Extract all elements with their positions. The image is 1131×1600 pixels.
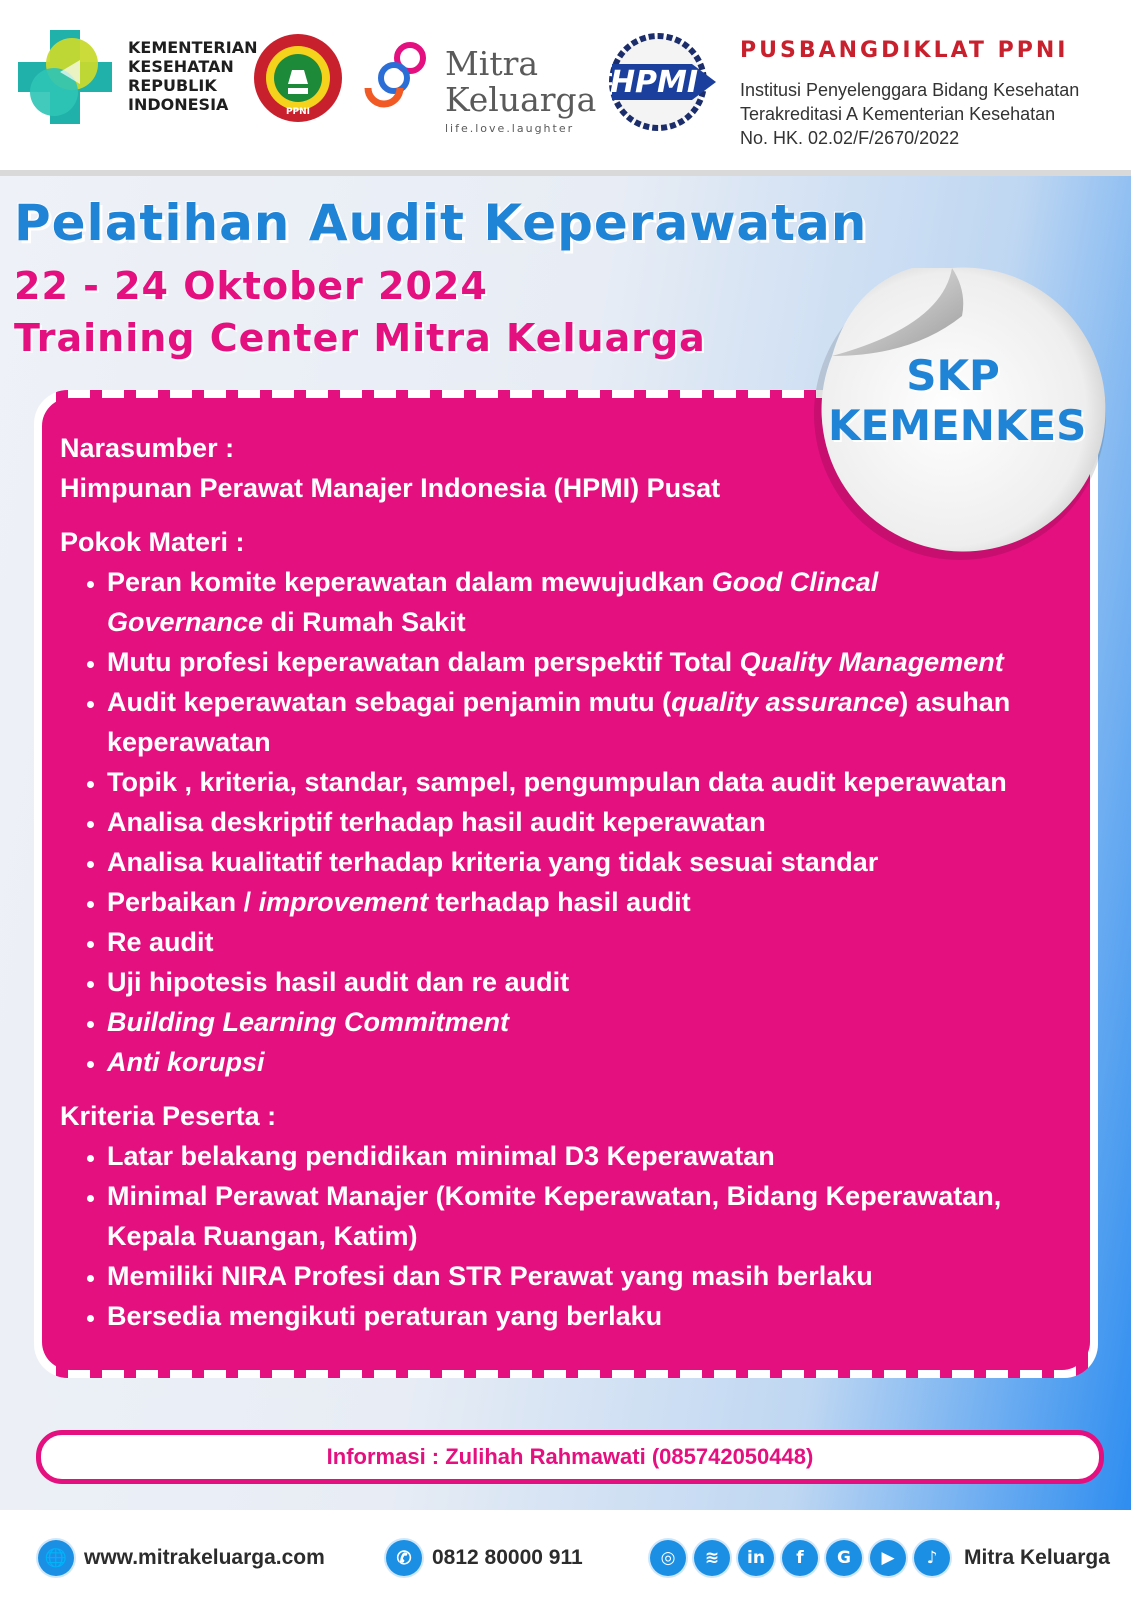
kriteria-heading: Kriteria Peserta : [60,1101,277,1131]
list-item: • Anti korupsi [107,1042,1070,1082]
list-item: • Uji hipotesis hasil audit dan re audit [107,962,1070,1002]
tiktok-icon[interactable]: ♪ [914,1540,950,1576]
svg-text:PPNI: PPNI [285,107,311,117]
narasumber-heading: Narasumber : [60,433,235,463]
narasumber-value: Himpunan Perawat Manajer Indonesia (HPMI) Pusat [60,473,721,503]
event-venue: Training Center Mitra Keluarga [14,316,706,360]
materi-list [60,562,1070,1082]
google-icon[interactable]: G [826,1540,862,1576]
footer-phone[interactable] [386,1540,583,1576]
header-logos [0,0,1131,176]
mitra-keluarga-wordmark: Mitra Keluarga life.love.laughter [445,44,597,135]
phone-text[interactable]: 0812 80000 911 [432,1546,583,1569]
mitra-keluarga-logo [354,38,434,118]
hpmi-logo [606,32,724,132]
youtube-icon[interactable]: ▶ [870,1540,906,1576]
list-item: • Analisa kualitatif terhadap kriteria yang tidak sesuai standar [107,842,1070,882]
list-item: • Topik , kriteria, standar, sampel, pengumpulan data audit keperawatan [107,762,1070,802]
list-item: • Re audit [107,922,1070,962]
footer-socials [650,1540,1110,1576]
footer-website[interactable] [38,1540,325,1576]
facebook-icon[interactable]: f [782,1540,818,1576]
footer [0,1510,1131,1600]
kemenkes-logo [10,22,120,132]
list-item: • Bersedia mengikuti peraturan yang berlaku [107,1296,1070,1336]
skp-line1: SKP [906,351,1000,400]
poster-body [0,176,1131,1510]
materi-heading: Pokok Materi : [60,527,245,557]
list-item: • Building Learning Commitment [107,1002,1070,1042]
list-item: • Minimal Perawat Manajer (Komite Keperawatan, Bidang Keperawatan, Kepala Ruangan, Katim) [107,1176,1070,1256]
website-text[interactable]: www.mitrakeluarga.com [84,1546,325,1569]
event-date: 22 - 24 Oktober 2024 [14,264,488,308]
kriteria-list [60,1136,1070,1336]
pusbangdiklat-accreditation: Institusi Penyelenggara Bidang Kesehatan Terakreditasi A Kementerian Kesehatan No. HK. 02.02/F/2670/2022 [740,80,1080,148]
list-item: • Memiliki NIRA Profesi dan STR Perawat yang masih berlaku [107,1256,1070,1296]
globe-icon: 🌐 [38,1540,74,1576]
ppni-logo [252,32,344,124]
instagram-icon[interactable]: ◎ [650,1540,686,1576]
pusbangdiklat-title: PUSBANGDIKLAT PPNI [740,38,1069,63]
skp-line2: KEMENKES [828,401,1087,450]
list-item: • Perbaikan / improvement terhadap hasil audit [107,882,1070,922]
skp-label [828,351,1087,452]
list-item: • Analisa deskriptif terhadap hasil audit keperawatan [107,802,1070,842]
whatsapp-icon: ✆ [386,1540,422,1576]
social-label: Mitra Keluarga [964,1546,1110,1569]
list-item: • Latar belakang pendidikan minimal D3 Keperawatan [107,1136,1070,1176]
list-item: • Audit keperawatan sebagai penjamin mutu (quality assurance) asuhan keperawatan [107,682,1070,762]
svg-text:HPMI: HPMI [609,65,699,100]
linkedin-icon[interactable]: in [738,1540,774,1576]
info-contact-bar: Informasi : Zulihah Rahmawati (085742050448) [36,1430,1104,1484]
list-item: • Peran komite keperawatan dalam mewujudkan Good Clincal Governance di Rumah Sakit [107,562,1070,642]
list-item: • Mutu profesi keperawatan dalam perspektif Total Quality Management [107,642,1070,682]
spotify-icon[interactable]: ≋ [694,1540,730,1576]
kemenkes-text: KEMENTERIAN KESEHATAN REPUBLIK INDONESIA [128,38,258,114]
event-title: Pelatihan Audit Keperawatan [14,194,868,252]
